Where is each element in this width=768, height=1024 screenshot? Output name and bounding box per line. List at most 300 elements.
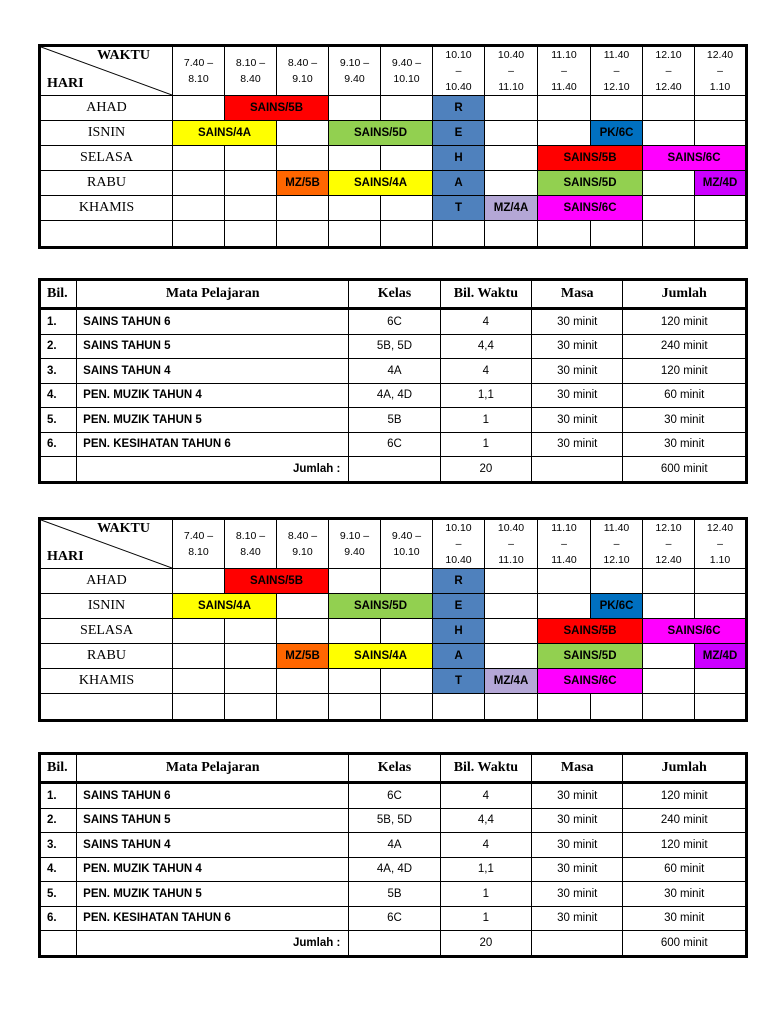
time-slot <box>485 519 538 569</box>
day-label: AHAD <box>40 96 173 121</box>
summary-cell: 240 minit <box>623 334 747 359</box>
summary-cell: 1 <box>440 408 531 433</box>
column-header: Kelas <box>349 754 440 783</box>
day-label: ISNIN <box>40 594 173 619</box>
summary-cell: 30 minit <box>532 383 623 408</box>
empty-cell <box>277 221 329 248</box>
column-header: Masa <box>532 754 623 783</box>
summary-cell: 1,1 <box>440 857 531 882</box>
summary-row <box>40 408 747 433</box>
empty-cell <box>381 96 433 121</box>
summary-cell: 5B, 5D <box>349 334 440 359</box>
empty-cell <box>329 694 381 721</box>
time-slot-line: – <box>561 65 567 77</box>
summary-cell: 1. <box>40 309 77 335</box>
lesson-cell: SAINS/4A <box>329 171 433 196</box>
empty-cell <box>329 146 381 171</box>
summary-cell: 6C <box>349 309 440 335</box>
time-slot-line: 11.10 <box>498 81 524 93</box>
summary-header-row <box>40 754 747 783</box>
time-slot-line: – <box>508 65 514 77</box>
summary-cell: 4 <box>440 833 531 858</box>
column-header: Bil. Waktu <box>440 280 531 309</box>
empty-cell <box>277 121 329 146</box>
time-slot-line: – <box>717 65 723 77</box>
hari-label: HARI <box>47 76 84 91</box>
empty-cell <box>485 594 538 619</box>
time-slot-line: 9.40 – <box>391 57 422 69</box>
summary-cell: PEN. MUZIK TAHUN 4 <box>77 383 349 408</box>
summary-cell: 30 minit <box>532 808 623 833</box>
empty-cell <box>329 619 381 644</box>
time-slot-line: 7.40 – <box>183 57 214 69</box>
time-slot-line: – <box>717 538 723 550</box>
lesson-cell: R <box>433 96 485 121</box>
empty-cell <box>695 196 747 221</box>
time-slot-line: 9.10 <box>292 73 313 85</box>
empty-cell <box>695 96 747 121</box>
lesson-cell: SAINS/6C <box>643 146 747 171</box>
day-label: SELASA <box>40 619 173 644</box>
empty-cell <box>538 96 591 121</box>
time-slot-line: – <box>665 538 672 550</box>
empty-cell <box>532 457 623 483</box>
summary-cell: PEN. MUZIK TAHUN 5 <box>77 882 349 907</box>
summary-cell: 4. <box>40 383 77 408</box>
time-slot-line: 8.10 – <box>235 530 266 542</box>
lesson-cell: SAINS/5B <box>225 569 329 594</box>
time-slot <box>381 46 433 96</box>
empty-cell <box>173 694 225 721</box>
empty-cell <box>591 96 643 121</box>
empty-cell <box>485 171 538 196</box>
blank-row <box>40 694 747 721</box>
time-slot-line: 8.10 <box>188 73 209 85</box>
time-slot-line: 11.40 <box>603 49 630 61</box>
empty-cell <box>643 594 695 619</box>
time-slot-line: 8.40 – <box>287 57 318 69</box>
empty-cell <box>329 569 381 594</box>
lesson-cell: SAINS/4A <box>173 121 277 146</box>
lesson-cell: MZ/4A <box>485 196 538 221</box>
lesson-cell: SAINS/6C <box>538 196 643 221</box>
waktu-label: WAKTU <box>97 521 150 536</box>
column-header: Jumlah <box>623 280 747 309</box>
time-slot-line: – <box>613 65 620 77</box>
day-row <box>40 121 747 146</box>
time-slot <box>433 519 485 569</box>
column-header: Mata Pelajaran <box>77 754 349 783</box>
empty-cell <box>225 196 277 221</box>
time-slot <box>695 519 747 569</box>
time-slot-line: 11.10 <box>498 554 524 566</box>
time-slot-line: 1.10 <box>709 81 731 93</box>
empty-cell <box>485 569 538 594</box>
time-slot <box>695 46 747 96</box>
time-slot-line: – <box>455 65 462 77</box>
timetable-2 <box>38 517 748 722</box>
summary-cell: 2. <box>40 334 77 359</box>
time-slot-line: 10.40 <box>497 522 525 534</box>
time-slot-line: 11.10 <box>551 522 577 534</box>
summary-row <box>40 783 747 809</box>
summary-cell: 1,1 <box>440 383 531 408</box>
empty-cell <box>329 196 381 221</box>
time-slot-line: 7.40 – <box>183 530 214 542</box>
corner-cell <box>40 519 173 569</box>
empty-cell <box>381 569 433 594</box>
summary-row <box>40 334 747 359</box>
day-row <box>40 569 747 594</box>
summary-row <box>40 432 747 457</box>
empty-cell <box>695 121 747 146</box>
summary-cell: 120 minit <box>623 359 747 384</box>
empty-cell <box>225 171 277 196</box>
day-label: RABU <box>40 171 173 196</box>
time-slot-line: 8.40 – <box>287 530 318 542</box>
time-slot <box>591 46 643 96</box>
lesson-cell: PK/6C <box>591 121 643 146</box>
empty-cell <box>381 221 433 248</box>
empty-cell <box>381 694 433 721</box>
summary-cell: 4A <box>349 833 440 858</box>
empty-cell <box>173 96 225 121</box>
empty-cell <box>538 594 591 619</box>
time-slot <box>173 46 225 96</box>
summary-total-row <box>40 457 747 483</box>
time-slot <box>329 46 381 96</box>
summary-cell: 30 minit <box>532 334 623 359</box>
empty-cell <box>173 569 225 594</box>
summary-row <box>40 906 747 931</box>
lesson-cell: MZ/4D <box>695 171 747 196</box>
summary-cell: 4. <box>40 857 77 882</box>
summary-row <box>40 808 747 833</box>
empty-cell <box>173 196 225 221</box>
summary-cell: 120 minit <box>623 783 747 809</box>
day-label: ISNIN <box>40 121 173 146</box>
time-slot-line: 12.10 <box>603 81 630 93</box>
summary-cell: 240 minit <box>623 808 747 833</box>
summary-cell: 5. <box>40 882 77 907</box>
lesson-cell: T <box>433 669 485 694</box>
empty-cell <box>277 669 329 694</box>
hari-label: HARI <box>47 549 84 564</box>
empty-cell <box>40 457 77 483</box>
summary-cell: 30 minit <box>623 882 747 907</box>
time-slot-line: – <box>561 538 567 550</box>
summary-cell: SAINS TAHUN 5 <box>77 334 349 359</box>
empty-cell <box>643 644 695 669</box>
summary-cell: 30 minit <box>623 408 747 433</box>
summary-cell: 4A, 4D <box>349 383 440 408</box>
summary-cell: 5. <box>40 408 77 433</box>
empty-cell <box>591 569 643 594</box>
day-row <box>40 619 747 644</box>
empty-cell <box>40 221 173 248</box>
day-label: KHAMIS <box>40 196 173 221</box>
empty-cell <box>349 931 440 957</box>
time-slot <box>643 46 695 96</box>
lesson-cell: SAINS/5D <box>538 171 643 196</box>
empty-cell <box>695 569 747 594</box>
summary-cell: 30 minit <box>532 408 623 433</box>
day-row <box>40 96 747 121</box>
empty-cell <box>643 669 695 694</box>
summary-cell: 30 minit <box>532 432 623 457</box>
column-header: Jumlah <box>623 754 747 783</box>
summary-cell: 60 minit <box>623 383 747 408</box>
column-header: Mata Pelajaran <box>77 280 349 309</box>
time-slot <box>591 519 643 569</box>
summary-cell: 2. <box>40 808 77 833</box>
empty-cell <box>485 121 538 146</box>
time-slot-line: – <box>455 538 462 550</box>
empty-cell <box>277 619 329 644</box>
empty-cell <box>538 694 591 721</box>
summary-cell: 4,4 <box>440 334 531 359</box>
summary-cell: 3. <box>40 359 77 384</box>
summary-cell: 4A <box>349 359 440 384</box>
empty-cell <box>225 619 277 644</box>
time-slot-line: 10.10 <box>393 73 420 85</box>
empty-cell <box>381 619 433 644</box>
time-header-row <box>40 519 747 569</box>
day-row <box>40 171 747 196</box>
lesson-cell: SAINS/6C <box>643 619 747 644</box>
lesson-cell: MZ/5B <box>277 171 329 196</box>
time-slot <box>433 46 485 96</box>
corner-cell <box>40 46 173 96</box>
summary-cell: PEN. KESIHATAN TAHUN 6 <box>77 906 349 931</box>
summary-cell: 4,4 <box>440 808 531 833</box>
time-slot <box>329 519 381 569</box>
empty-cell <box>643 96 695 121</box>
lesson-cell: SAINS/6C <box>538 669 643 694</box>
empty-cell <box>225 694 277 721</box>
empty-cell <box>277 594 329 619</box>
day-label: AHAD <box>40 569 173 594</box>
empty-cell <box>173 644 225 669</box>
lesson-cell: SAINS/5D <box>329 121 433 146</box>
empty-cell <box>695 221 747 248</box>
total-jumlah: 600 minit <box>623 931 747 957</box>
day-label: KHAMIS <box>40 669 173 694</box>
time-slot-line: 12.40 <box>655 554 682 566</box>
empty-cell <box>538 221 591 248</box>
summary-cell: PEN. MUZIK TAHUN 5 <box>77 408 349 433</box>
time-slot <box>538 519 591 569</box>
time-slot-line: – <box>613 538 620 550</box>
empty-cell <box>643 196 695 221</box>
time-slot-line: 12.10 <box>603 554 630 566</box>
empty-cell <box>173 619 225 644</box>
empty-cell <box>173 146 225 171</box>
empty-cell <box>485 694 538 721</box>
summary-cell: 4 <box>440 783 531 809</box>
empty-cell <box>40 694 173 721</box>
summary-cell: 3. <box>40 833 77 858</box>
summary-row <box>40 383 747 408</box>
summary-total-row <box>40 931 747 957</box>
day-label: SELASA <box>40 146 173 171</box>
total-label: Jumlah : <box>77 457 349 483</box>
summary-cell: 30 minit <box>532 906 623 931</box>
summary-cell: 5B, 5D <box>349 808 440 833</box>
lesson-cell: MZ/4A <box>485 669 538 694</box>
lesson-cell: SAINS/5D <box>329 594 433 619</box>
summary-cell: 6C <box>349 783 440 809</box>
summary-cell: SAINS TAHUN 5 <box>77 808 349 833</box>
summary-cell: 120 minit <box>623 309 747 335</box>
empty-cell <box>225 221 277 248</box>
column-header: Bil. <box>40 754 77 783</box>
time-slot-line: 8.40 <box>240 73 261 85</box>
empty-cell <box>643 221 695 248</box>
empty-cell <box>173 221 225 248</box>
summary-table-2 <box>38 752 748 958</box>
empty-cell <box>591 694 643 721</box>
total-label: Jumlah : <box>77 931 349 957</box>
empty-cell <box>433 694 485 721</box>
empty-cell <box>381 146 433 171</box>
time-slot <box>277 46 329 96</box>
summary-cell: 4 <box>440 309 531 335</box>
day-label: RABU <box>40 644 173 669</box>
lesson-cell: E <box>433 121 485 146</box>
lesson-cell: SAINS/5B <box>538 619 643 644</box>
empty-cell <box>485 146 538 171</box>
summary-cell: 4 <box>440 359 531 384</box>
time-slot-line: 9.40 <box>344 546 365 558</box>
summary-cell: 1 <box>440 906 531 931</box>
empty-cell <box>695 669 747 694</box>
time-slot-line: 10.40 <box>445 554 472 566</box>
waktu-label: WAKTU <box>97 48 150 63</box>
time-slot-line: 11.40 <box>551 81 577 93</box>
lesson-cell: MZ/5B <box>277 644 329 669</box>
time-slot-line: 9.10 – <box>339 57 370 69</box>
empty-cell <box>173 669 225 694</box>
empty-cell <box>485 644 538 669</box>
summary-cell: 120 minit <box>623 833 747 858</box>
time-slot-line: 8.10 – <box>235 57 266 69</box>
empty-cell <box>643 569 695 594</box>
lesson-cell: T <box>433 196 485 221</box>
day-row <box>40 196 747 221</box>
summary-cell: 30 minit <box>532 783 623 809</box>
summary-cell: 1 <box>440 882 531 907</box>
time-slot-line: 1.10 <box>709 554 731 566</box>
empty-cell <box>329 669 381 694</box>
time-slot-line: 10.10 <box>393 546 420 558</box>
time-slot-line: 11.40 <box>603 522 630 534</box>
time-slot <box>277 519 329 569</box>
summary-table-1 <box>38 278 748 484</box>
lesson-cell: SAINS/5B <box>538 146 643 171</box>
time-slot <box>538 46 591 96</box>
empty-cell <box>225 146 277 171</box>
time-slot-line: 11.10 <box>551 49 577 61</box>
summary-cell: 30 minit <box>623 906 747 931</box>
lesson-cell: SAINS/5B <box>225 96 329 121</box>
lesson-cell: SAINS/5D <box>538 644 643 669</box>
time-slot <box>225 46 277 96</box>
time-slot-line: 10.10 <box>445 49 472 61</box>
lesson-cell: A <box>433 171 485 196</box>
time-slot-line: 12.40 <box>655 81 682 93</box>
time-slot <box>485 46 538 96</box>
time-slot-line: 9.40 <box>344 73 365 85</box>
lesson-cell: H <box>433 619 485 644</box>
empty-cell <box>277 694 329 721</box>
total-waktu: 20 <box>440 457 531 483</box>
summary-row <box>40 359 747 384</box>
empty-cell <box>532 931 623 957</box>
summary-cell: SAINS TAHUN 6 <box>77 783 349 809</box>
empty-cell <box>277 196 329 221</box>
empty-cell <box>485 619 538 644</box>
summary-cell: 30 minit <box>532 882 623 907</box>
empty-cell <box>485 96 538 121</box>
empty-cell <box>643 171 695 196</box>
summary-row <box>40 309 747 335</box>
empty-cell <box>225 669 277 694</box>
lesson-cell: SAINS/4A <box>329 644 433 669</box>
summary-cell: 30 minit <box>532 833 623 858</box>
day-row <box>40 644 747 669</box>
time-header-row <box>40 46 747 96</box>
summary-row <box>40 882 747 907</box>
summary-cell: 30 minit <box>532 359 623 384</box>
time-slot-line: 12.40 <box>706 522 734 534</box>
time-slot-line: 10.40 <box>445 81 472 93</box>
lesson-cell: A <box>433 644 485 669</box>
summary-cell: 30 minit <box>532 857 623 882</box>
lesson-cell: H <box>433 146 485 171</box>
empty-cell <box>173 171 225 196</box>
total-waktu: 20 <box>440 931 531 957</box>
summary-row <box>40 833 747 858</box>
summary-cell: 4A, 4D <box>349 857 440 882</box>
empty-cell <box>538 569 591 594</box>
lesson-cell: R <box>433 569 485 594</box>
summary-cell: 30 minit <box>532 309 623 335</box>
time-slot-line: 12.10 <box>655 522 682 534</box>
summary-cell: 6C <box>349 432 440 457</box>
blank-row <box>40 221 747 248</box>
empty-cell <box>225 644 277 669</box>
empty-cell <box>40 931 77 957</box>
time-slot <box>225 519 277 569</box>
empty-cell <box>349 457 440 483</box>
time-slot-line: 9.10 – <box>339 530 370 542</box>
empty-cell <box>277 146 329 171</box>
summary-cell: SAINS TAHUN 4 <box>77 359 349 384</box>
empty-cell <box>329 221 381 248</box>
time-slot-line: – <box>665 65 672 77</box>
day-row <box>40 146 747 171</box>
summary-cell: SAINS TAHUN 4 <box>77 833 349 858</box>
empty-cell <box>695 694 747 721</box>
column-header: Masa <box>532 280 623 309</box>
time-slot-line: 10.40 <box>497 49 525 61</box>
empty-cell <box>538 121 591 146</box>
summary-header-row <box>40 280 747 309</box>
summary-cell: 1. <box>40 783 77 809</box>
lesson-cell: SAINS/4A <box>173 594 277 619</box>
summary-row <box>40 857 747 882</box>
